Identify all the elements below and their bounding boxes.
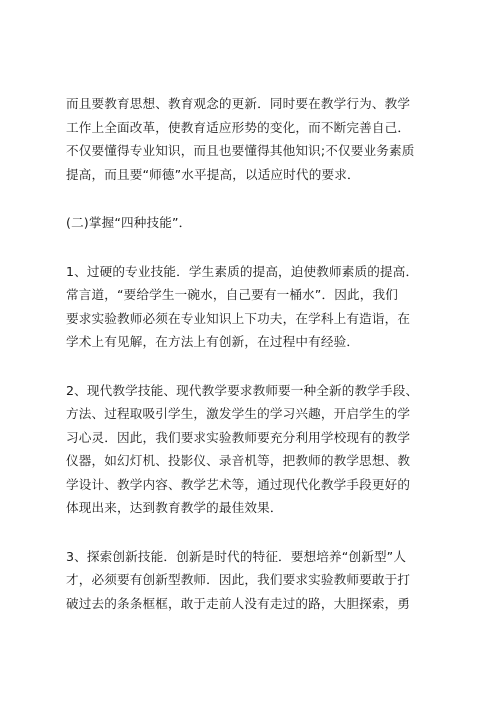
text-line: 1、过硬的专业技能．学生素质的提高，迫使教师素质的提高． (66, 263, 419, 279)
paragraph-skill-1 (66, 260, 438, 354)
text-line: 破过去的条条框框，敢于走前人没有走过的路，大胆探索，勇 (66, 595, 411, 611)
paragraph-intro (66, 92, 438, 186)
paragraph-skill-2 (66, 379, 438, 520)
text-line: 要求实验教师必须在专业知识上下功夫，在学科上有造诣，在 (66, 310, 411, 326)
heading-text: (二)掌握“四种技能”． (66, 215, 192, 230)
text-line: 学设计、教学内容、教学艺术等，通过现代化教学手段更好的 (66, 476, 411, 492)
text-line: 学术上有见解，在方法上有创新，在过程中有经验． (66, 334, 360, 349)
text-line: 提高，而且要“师德”水平提高，以适应时代的要求． (66, 166, 360, 182)
text-line: 而且要教育思想、教育观念的更新．同时要在教学行为、教学 (66, 96, 411, 111)
section-heading (66, 211, 438, 235)
text-line: 才，必须要有创新型教师．因此，我们要求实验教师要敢于打 (66, 572, 411, 587)
text-line: 3、探索创新技能．创新是时代的特征．要想培养“创新型”人 (66, 548, 407, 564)
text-line: 2、现代教学技能、现代教学要求教师要一种全新的教学手段、 (66, 382, 419, 398)
text-line: 常言道，“要给学生一碗水，自己要有一桶水”．因此，我们 (66, 287, 398, 302)
text-line: 习心灵．因此，我们要求实验教师要充分利用学校现有的教学 (66, 429, 411, 445)
text-line: 工作上全面改革，使教育适应形势的变化，而不断完善自己． (66, 119, 411, 135)
paragraph-skill-3 (66, 545, 438, 616)
text-line: 仪器，如幻灯机、投影仪、录音机等，把教师的教学思想、教 (66, 453, 411, 468)
document-body (66, 92, 438, 640)
text-line: 方法、过程取吸引学生，激发学生的学习兴趣，开启学生的学 (66, 406, 411, 421)
text-line: 体现出来，达到教育教学的最佳效果． (66, 500, 283, 515)
text-line: 不仅要懂得专业知识，而且也要懂得其他知识;不仅要业务素质 (66, 143, 415, 158)
